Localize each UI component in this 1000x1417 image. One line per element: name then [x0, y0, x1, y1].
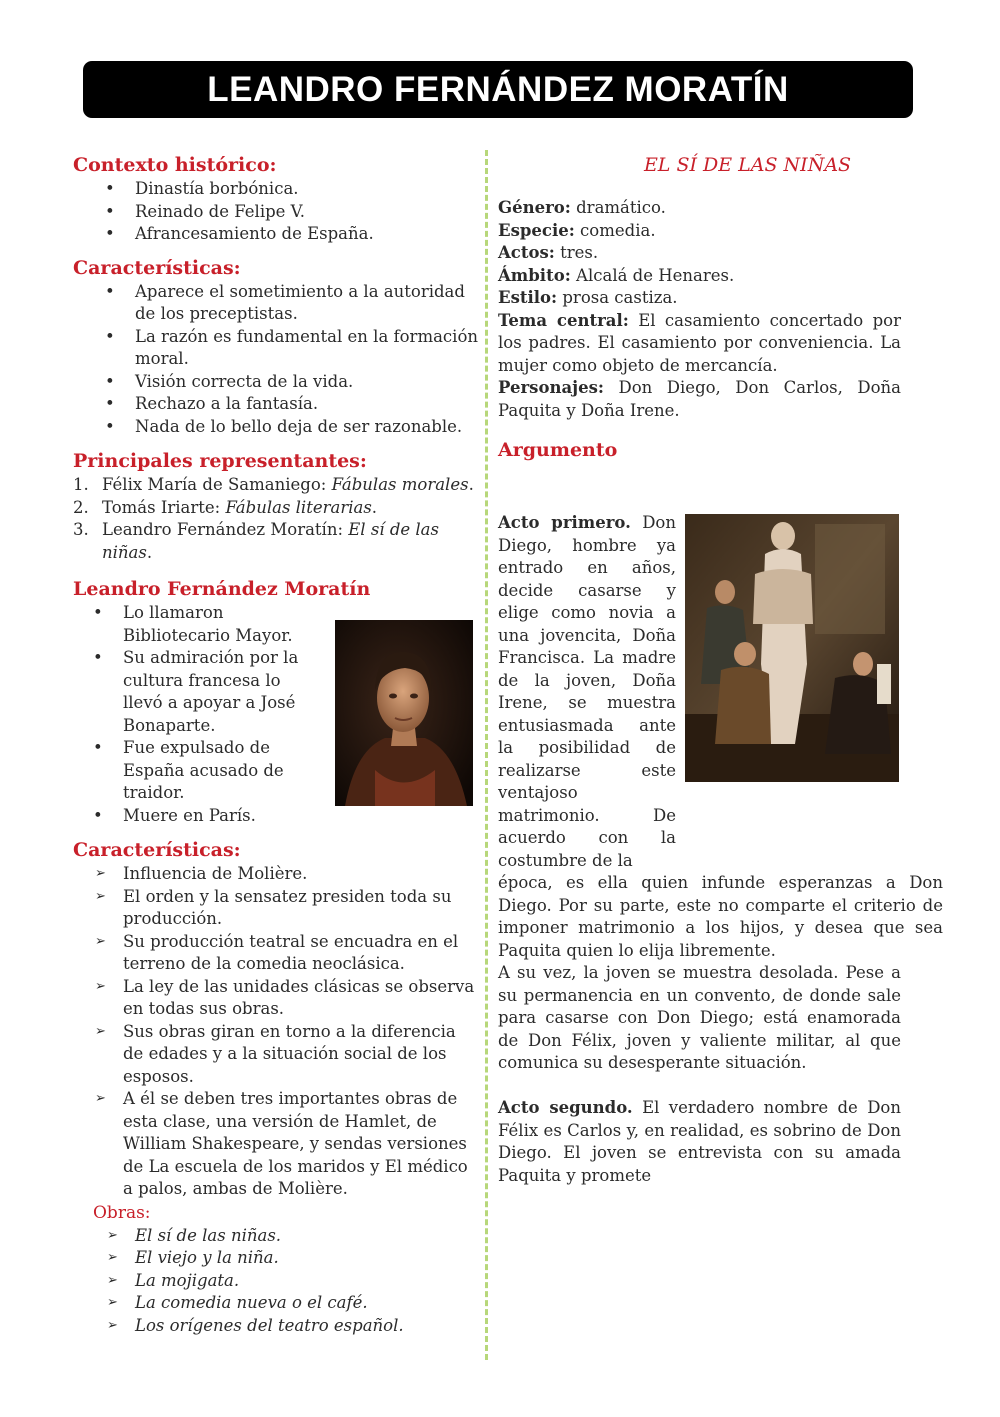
list-item: ➢ A él se deben tres importantes obras de esta clase, una versión de Hamlet, de William Shakespeare, y sendas versiones de La escuela de los maridos y El médico a palos, ambas de Molière.	[95, 1089, 468, 1198]
fact-estilo: Estilo: prosa castiza.	[498, 288, 678, 307]
page-title: LEANDRO FERNÁNDEZ MORATÍN	[207, 69, 789, 109]
portrait-image	[335, 620, 473, 806]
list-item: 2. Tomás Iriarte: Fábulas literarias.	[73, 497, 378, 517]
acto1-wrap: Acto primero. Don Diego, hombre ya entrado en años, decide casarse y elige como novia a una jovencita, Doña Francisca. La madre de la joven, Doña Irene, se muestra entusiasmada ante la posibilidad de realizarse este ventajoso matrimonio. De acuerdo con la costumbre de la	[498, 513, 676, 870]
caracteristicas2-heading: Características:	[73, 839, 241, 861]
obras-heading: Obras:	[93, 1202, 151, 1223]
list-item: ➢ Su producción teatral se encuadra en el terreno de la comedia neoclásica.	[95, 931, 459, 973]
list-item: • Nada de lo bello deja de ser razonable.	[73, 416, 478, 439]
acto2-paragraph: Acto segundo. El verdadero nombre de Don Félix es Carlos y, en realidad, es sobrino de Don Diego. El joven se entrevista con su amada Paquita y promete	[498, 1098, 901, 1185]
acto1-paragraph2: A su vez, la joven se muestra desolada. Pese a su permanencia en un convento, de donde sale para casarse con Don Diego; está enamorada de Don Félix, joven y valiente militar, al que comunica su desesperante situación.	[498, 963, 901, 1072]
list-item: • Visión correcta de la vida.	[73, 371, 478, 394]
caracteristicas2-list	[73, 863, 478, 1201]
list-item: ➢ La ley de las unidades clásicas se observa en todas sus obras.	[95, 976, 475, 1018]
list-item: ➢ Sus obras giran en torno a la diferencia de edades y a la situación social de los esposos.	[95, 1021, 456, 1086]
list-item: • Aparece el sometimiento a la autoridad de los preceptistas.	[73, 281, 478, 326]
play-heading: EL SÍ DE LAS NIÑAS	[643, 154, 852, 176]
list-item: • Su admiración por la cultura francesa lo llevó a apoyar a José Bonaparte.	[73, 647, 308, 737]
moratin-list	[73, 602, 308, 827]
fact-personajes: Personajes: Don Diego, Don Carlos, Doña Paquita y Doña Irene.	[498, 378, 901, 420]
fact-ambito: Ámbito: Alcalá de Henares.	[498, 265, 735, 285]
list-item: • Dinastía borbónica.	[73, 178, 478, 201]
caracteristicas-list	[73, 281, 478, 439]
list-item: • Reinado de Felipe V.	[73, 201, 478, 224]
fact-genero: Género: dramático.	[498, 198, 666, 217]
contexto-list	[73, 178, 478, 246]
list-item: ➢ El sí de las niñas.	[107, 1225, 282, 1245]
moratin-heading: Leandro Fernández Moratín	[73, 578, 371, 600]
representantes-heading: Principales representantes:	[73, 450, 367, 472]
argumento-heading: Argumento	[498, 439, 618, 461]
list-item: • Lo llamaron Bibliotecario Mayor.	[73, 602, 308, 647]
list-item: ➢ Influencia de Molière.	[95, 864, 308, 883]
play-facts	[498, 197, 901, 422]
scene-illustration	[685, 514, 899, 782]
list-item: 1. Félix María de Samaniego: Fábulas morales.	[73, 475, 474, 494]
list-item: 3. Leandro Fernández Moratín: El sí de las niñas.	[73, 520, 439, 562]
list-item: ➢ El viejo y la niña.	[107, 1248, 279, 1267]
list-item: • Muere en París.	[73, 805, 308, 828]
caracteristicas-heading: Características:	[73, 256, 241, 279]
contexto-heading: Contexto histórico:	[73, 154, 277, 176]
title-banner	[83, 61, 913, 118]
right-column	[498, 152, 901, 463]
fact-tema: Tema central: El casamiento concertado por los padres. El casamiento por conveniencia. La mujer como objeto de mercancía.	[498, 310, 901, 375]
fact-actos: Actos: tres.	[498, 243, 599, 262]
list-item: • La razón es fundamental en la formación moral.	[73, 326, 478, 371]
scene-image	[685, 514, 899, 782]
acto1-rest: época, es ella quien infunde esperanzas a Don Diego. Por su parte, este no comparte el criterio de imponer matrimonio a los hijos, y desea que sea Paquita quien lo elija libremente.	[498, 873, 943, 960]
representantes-list	[73, 474, 478, 564]
portrait-illustration	[335, 620, 473, 806]
list-item: ➢ La mojigata.	[107, 1270, 240, 1290]
obras-list	[73, 1225, 478, 1338]
column-divider	[485, 150, 488, 1360]
list-item: ➢ El orden y la sensatez presiden toda su producción.	[95, 886, 452, 928]
list-item: • Rechazo a la fantasía.	[73, 393, 478, 416]
list-item: ➢ Los orígenes del teatro español.	[107, 1315, 404, 1335]
list-item: • Fue expulsado de España acusado de traidor.	[73, 737, 308, 805]
list-item: ➢ La comedia nueva o el café.	[107, 1293, 368, 1312]
fact-especie: Especie: comedia.	[498, 220, 656, 240]
list-item: • Afrancesamiento de España.	[73, 223, 478, 246]
